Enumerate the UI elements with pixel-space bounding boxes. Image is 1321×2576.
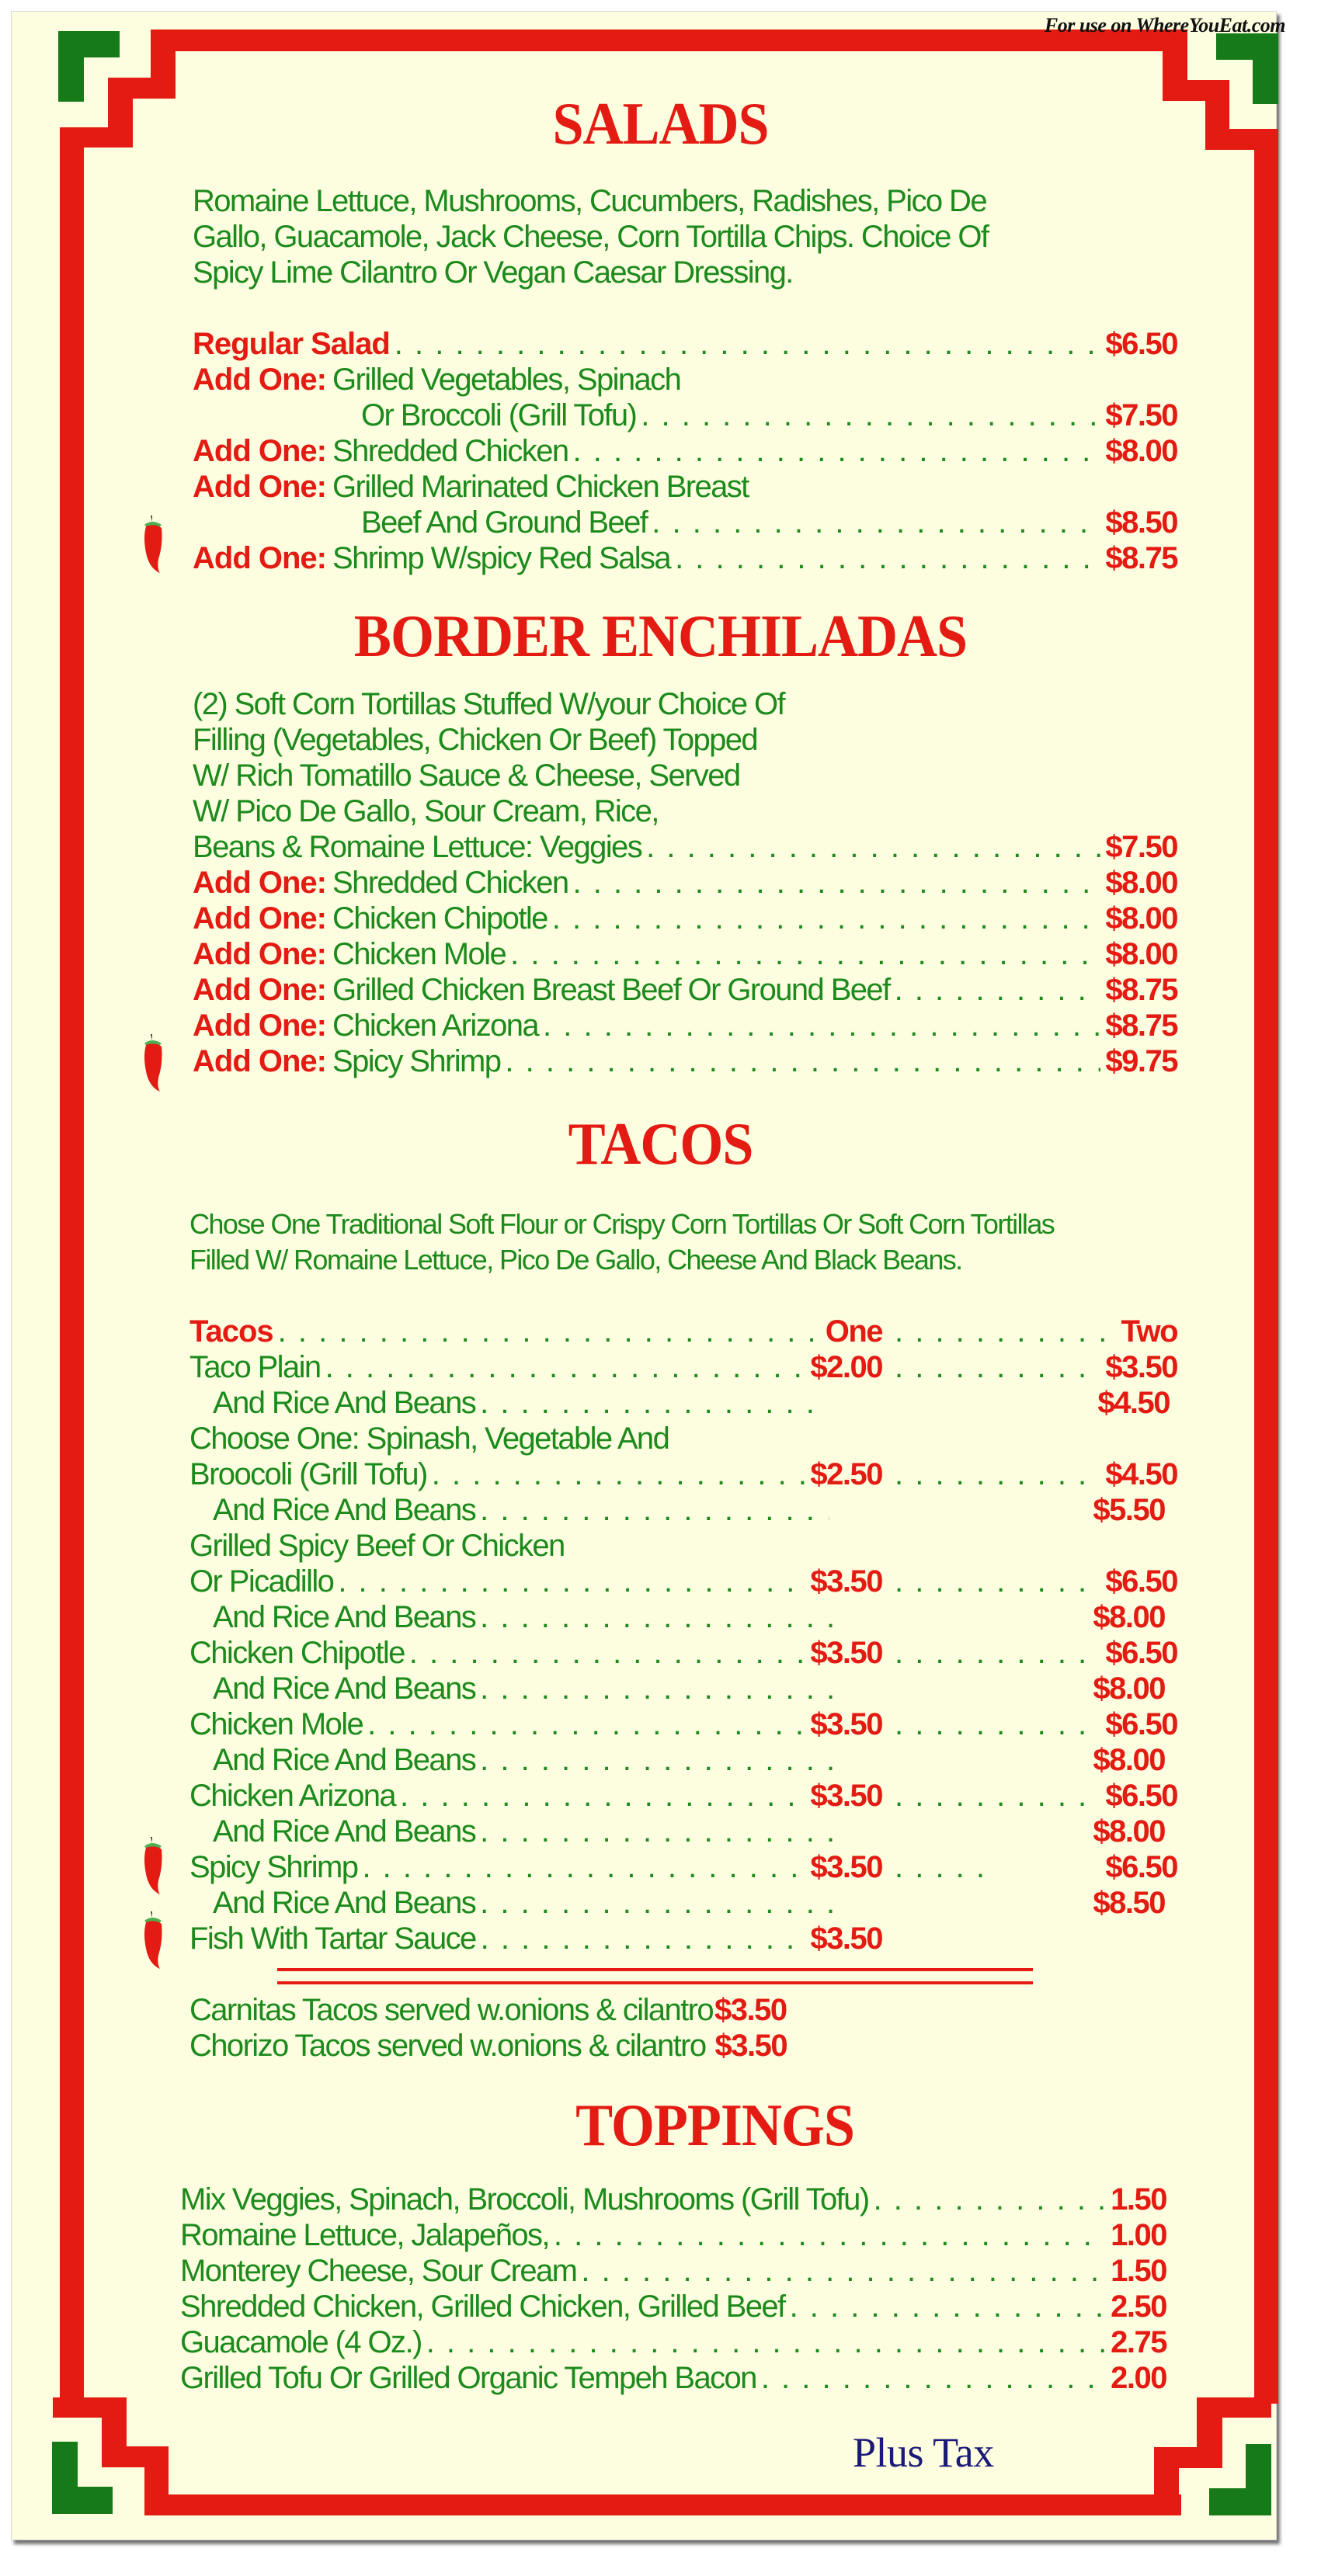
taco-row-two: [1076, 1849, 1177, 1885]
price-one: $3.50: [810, 1850, 882, 1884]
taco-row-sub: [213, 1385, 819, 1421]
item-name: Chorizo Tacos served w.onions & cilantro: [189, 2029, 706, 2063]
chili-pepper-icon: [140, 1835, 168, 1896]
price-one: $3.50: [810, 1922, 882, 1956]
item-price: $7.50: [1105, 830, 1177, 864]
item-name: And Rice And Beans: [213, 1814, 476, 1849]
leader-dots: [895, 1456, 1100, 1492]
item-name: Chicken Chipotle: [189, 1636, 405, 1670]
leader-dots: [895, 1706, 1100, 1742]
item-name: And Rice And Beans: [213, 1493, 476, 1527]
watermark: For use on WhereYouEat.com: [1044, 14, 1285, 36]
enchiladas-title: BORDER ENCHILADAS: [353, 602, 968, 670]
item-price: $7.50: [1105, 398, 1177, 432]
item-price: 2.75: [1111, 2325, 1166, 2359]
taco-row: [189, 1706, 882, 1742]
leader-dots: [480, 1885, 837, 1921]
taco-row: [189, 1635, 882, 1671]
leader-dots: [874, 2182, 1107, 2217]
item-name: Mix Veggies, Spinach, Broccoli, Mushrooms (Grill Tofu): [180, 2182, 869, 2217]
column-one: One: [825, 1314, 882, 1349]
topping-row: [180, 2253, 1166, 2289]
price-one: $3.50: [810, 1707, 882, 1741]
taco-row-two: [1079, 1385, 1170, 1421]
enchilada-add-row: [193, 972, 1177, 1008]
tacos-title: TACOS: [568, 1109, 753, 1178]
leader-dots: [895, 1564, 1100, 1599]
salads-desc-1: Romaine Lettuce, Mushrooms, Cucumbers, Radishes, Pico De: [193, 184, 986, 218]
item-name: Beans & Romaine Lettuce: Veggies: [193, 830, 642, 864]
item-price: $3.50: [714, 2029, 787, 2063]
leader-dots: [581, 2253, 1106, 2289]
price-two: $8.50: [1093, 1886, 1165, 1920]
enchiladas-desc-2: Filling (Vegetables, Chicken Or Beef) Topped: [193, 723, 758, 757]
enchiladas-desc-3: W/ Rich Tomatillo Sauce & Cheese, Served: [193, 759, 740, 793]
item-name: Beef And Ground Beef: [361, 505, 648, 540]
item-name: Grilled Spicy Beef Or Chicken: [189, 1529, 565, 1563]
add-one-label: Add One:: [193, 973, 326, 1007]
price-two: $8.00: [1093, 1600, 1165, 1634]
leader-dots: [395, 326, 1101, 362]
leader-dots: [543, 1008, 1100, 1043]
item-name: Shredded Chicken: [332, 434, 568, 468]
leader-dots: [761, 2360, 1106, 2396]
item-name: Spicy Shrimp: [332, 1044, 501, 1078]
separator-line: [277, 1981, 1033, 1984]
special-taco-row: [189, 2028, 787, 2064]
leader-dots: [641, 398, 1100, 433]
taco-row: [189, 1528, 882, 1564]
taco-row: [189, 1456, 882, 1492]
leader-dots: [367, 1706, 805, 1742]
topping-row: [180, 2324, 1166, 2360]
taco-row-two-dots: [890, 1849, 991, 1885]
item-price: $9.75: [1105, 1044, 1177, 1078]
taco-row-two: [890, 1706, 1177, 1742]
leader-dots: [480, 1492, 829, 1528]
special-taco-row: [189, 1992, 787, 2028]
leader-dots: [400, 1778, 805, 1814]
item-price: $8.50: [1105, 505, 1177, 540]
taco-row-two: [890, 1635, 1177, 1671]
price-two: $8.00: [1093, 1743, 1165, 1777]
price-two: $6.50: [1105, 1707, 1177, 1741]
leader-dots: [325, 1349, 806, 1385]
topping-row: [180, 2217, 1166, 2253]
tacos-desc-2: Filled W/ Romaine Lettuce, Pico De Gallo, Cheese And Black Beans.: [189, 1244, 962, 1276]
price-two: $8.00: [1093, 1672, 1165, 1706]
item-name: Or Picadillo: [189, 1564, 334, 1599]
taco-row-sub: [213, 1492, 834, 1528]
taco-row-sub: [213, 1599, 842, 1635]
taco-row-two: [1072, 1492, 1165, 1528]
taco-row-two: [1069, 1599, 1165, 1635]
step-br-4: [1154, 2447, 1179, 2515]
item-price: $8.00: [1105, 866, 1177, 900]
salad-add-row: [193, 540, 1177, 576]
enchilada-add-row: [193, 936, 1177, 972]
tacos-header-row: [189, 1314, 882, 1349]
border-bottom: [144, 2494, 1181, 2515]
item-name: Choose One: Spinash, Vegetable And: [189, 1422, 669, 1456]
price-one: $2.50: [810, 1457, 882, 1491]
leader-dots: [554, 2217, 1106, 2253]
item-name: Grilled Chicken Breast Beef Or Ground Beef: [332, 973, 890, 1007]
item-price: $8.00: [1105, 434, 1177, 468]
leader-dots: [426, 2324, 1106, 2360]
add-one-label: Add One:: [193, 866, 326, 900]
leader-dots: [409, 1635, 806, 1671]
tacos-desc-1: Chose One Traditional Soft Flour or Crispy Corn Tortillas Or Soft Corn Tortillas: [189, 1208, 1055, 1240]
chili-pepper-icon: [140, 514, 168, 575]
item-name: Chicken Mole: [189, 1707, 363, 1741]
column-label: Tacos: [189, 1314, 273, 1349]
taco-row-two: [890, 1349, 1177, 1385]
leader-dots: [895, 1778, 1100, 1814]
item-price: 1.00: [1111, 2218, 1166, 2252]
price-two: $6.50: [1105, 1850, 1177, 1884]
price-two: $6.50: [1105, 1636, 1177, 1670]
leader-dots: [675, 540, 1100, 576]
item-name: And Rice And Beans: [213, 1886, 476, 1920]
topping-row: [180, 2182, 1166, 2217]
separator-line: [277, 1968, 1033, 1971]
chili-pepper-icon: [140, 1033, 168, 1093]
price-one: $3.50: [810, 1779, 882, 1813]
item-price: $8.75: [1105, 1009, 1177, 1043]
item-name: Fish With Tartar Sauce: [189, 1922, 476, 1956]
leader-dots: [362, 1849, 805, 1885]
leader-dots: [646, 829, 1100, 865]
taco-row-two: [890, 1564, 1177, 1599]
leader-dots: [895, 1314, 1116, 1349]
taco-row-two: [1069, 1742, 1165, 1778]
leader-dots: [481, 1921, 806, 1956]
enchilada-add-row: [193, 901, 1177, 936]
price-two: $4.50: [1097, 1386, 1170, 1420]
border-left: [60, 127, 84, 2402]
item-name: Guacamole (4 Oz.): [180, 2325, 422, 2359]
price-two: $3.50: [1105, 1350, 1177, 1384]
item-name: And Rice And Beans: [213, 1672, 476, 1706]
leader-dots: [480, 1814, 837, 1849]
item-name: Shredded Chicken: [332, 866, 568, 900]
item-name: Monterey Cheese, Sour Cream: [180, 2254, 577, 2288]
leader-dots: [652, 505, 1100, 540]
leader-dots: [552, 901, 1101, 936]
tax-note: Plus Tax: [853, 2429, 994, 2476]
column-two: Two: [1121, 1314, 1177, 1349]
enchilada-base-row: [193, 829, 1177, 865]
taco-row: [189, 1421, 882, 1456]
taco-row-two: [890, 1778, 1177, 1814]
leader-dots: [573, 865, 1101, 901]
taco-row-two: [1069, 1671, 1165, 1706]
leader-dots: [895, 1849, 986, 1885]
item-name: Chicken Chipotle: [332, 901, 548, 936]
price-two: $8.00: [1093, 1814, 1165, 1849]
price-one: $3.50: [810, 1636, 882, 1670]
item-name: Romaine Lettuce, Jalapeños,: [180, 2218, 549, 2252]
leader-dots: [505, 1043, 1100, 1079]
taco-row-sub: [213, 1671, 842, 1706]
taco-row: [189, 1778, 882, 1814]
chili-pepper-icon: [140, 1910, 168, 1970]
item-name: Grilled Marinated Chicken Breast: [332, 470, 749, 504]
item-name: Broocoli (Grill Tofu): [189, 1457, 427, 1491]
salad-add-row-cont: [361, 505, 1177, 540]
item-name: Or Broccoli (Grill Tofu): [361, 398, 637, 432]
topping-row: [180, 2360, 1166, 2396]
taco-row-two: [1069, 1814, 1165, 1849]
enchiladas-desc-1: (2) Soft Corn Tortillas Stuffed W/your Choice Of: [193, 687, 785, 721]
corner-green-br: [1209, 2488, 1271, 2515]
leader-dots: [338, 1564, 805, 1599]
tacos-header-row-two: [890, 1314, 1177, 1349]
price-two: $6.50: [1105, 1564, 1177, 1599]
leader-dots: [895, 972, 1101, 1008]
border-right: [1254, 129, 1278, 2404]
item-price: $6.50: [1105, 327, 1177, 361]
enchilada-add-row: [193, 1008, 1177, 1043]
price-two: $6.50: [1105, 1779, 1177, 1813]
taco-row-sub: [213, 1814, 842, 1849]
item-name: Chicken Arizona: [332, 1009, 539, 1043]
item-name: And Rice And Beans: [213, 1386, 476, 1420]
item-name: Chicken Arizona: [189, 1779, 396, 1813]
item-name: Grilled Tofu Or Grilled Organic Tempeh Bacon: [180, 2361, 756, 2395]
add-one-label: Add One:: [193, 901, 326, 936]
add-one-label: Add One:: [193, 937, 326, 971]
leader-dots: [480, 1742, 837, 1778]
item-price: 2.50: [1111, 2290, 1166, 2324]
item-name: Spicy Shrimp: [189, 1850, 358, 1884]
leader-dots: [510, 936, 1100, 972]
item-price: $8.00: [1105, 901, 1177, 936]
toppings-title: TOPPINGS: [575, 2091, 854, 2159]
salad-add-row: [193, 433, 1177, 469]
add-one-label: Add One:: [193, 470, 326, 504]
corner-green-bl: [52, 2487, 113, 2514]
taco-row-sub: [213, 1742, 842, 1778]
item-name: Regular Salad: [193, 327, 390, 361]
enchilada-add-row: [193, 865, 1177, 901]
price-two: $4.50: [1105, 1457, 1177, 1491]
item-price: $3.50: [714, 1993, 787, 2027]
item-name: Shrimp W/spicy Red Salsa: [332, 541, 671, 575]
item-name: Chicken Mole: [332, 937, 506, 971]
leader-dots: [895, 1635, 1100, 1671]
leader-dots: [432, 1456, 806, 1492]
salad-add-row: [193, 469, 1177, 505]
add-one-label: Add One:: [193, 434, 326, 468]
leader-dots: [790, 2289, 1107, 2324]
taco-row: [189, 1921, 882, 1956]
item-name: And Rice And Beans: [213, 1600, 476, 1634]
item-price: 1.50: [1111, 2254, 1166, 2288]
add-one-label: Add One:: [193, 363, 326, 397]
taco-row-two: [890, 1456, 1177, 1492]
salads-title: SALADS: [552, 89, 769, 158]
leader-dots: [573, 433, 1101, 469]
item-name: And Rice And Beans: [213, 1743, 476, 1777]
price-one: $2.00: [810, 1350, 882, 1384]
leader-dots: [480, 1385, 814, 1421]
item-price: $8.75: [1105, 541, 1177, 575]
item-price: $8.00: [1105, 937, 1177, 971]
add-one-label: Add One:: [193, 1009, 326, 1043]
leader-dots: [480, 1599, 837, 1635]
leader-dots: [278, 1314, 821, 1349]
item-price: 1.50: [1111, 2182, 1166, 2217]
add-one-label: Add One:: [193, 541, 326, 575]
taco-row: [189, 1349, 882, 1385]
item-name: Taco Plain: [189, 1350, 321, 1384]
price-two: $5.50: [1093, 1493, 1165, 1527]
border-top: [151, 30, 1170, 51]
salads-desc-2: Gallo, Guacamole, Jack Cheese, Corn Tortilla Chips. Choice Of: [193, 220, 989, 254]
salads-desc-3: Spicy Lime Cilantro Or Vegan Caesar Dressing.: [193, 255, 793, 290]
salad-add-row: [193, 362, 1177, 398]
enchiladas-desc-4: W/ Pico De Gallo, Sour Cream, Rice,: [193, 794, 659, 828]
add-one-label: Add One:: [193, 1044, 326, 1078]
item-name: Carnitas Tacos served w.onions & cilantro: [189, 1993, 714, 2027]
taco-row-sub: [213, 1885, 842, 1921]
item-price: $8.75: [1105, 973, 1177, 1007]
taco-row: [189, 1564, 882, 1599]
item-name: Grilled Vegetables, Spinach: [332, 363, 681, 397]
price-one: $3.50: [810, 1564, 882, 1599]
item-price: 2.00: [1111, 2361, 1166, 2395]
item-name: Shredded Chicken, Grilled Chicken, Grilled Beef: [180, 2290, 785, 2324]
salad-regular-row: [193, 326, 1177, 362]
enchilada-add-row: [193, 1043, 1177, 1079]
salad-add-row-cont: [361, 398, 1177, 433]
taco-row: [189, 1849, 882, 1885]
topping-row: [180, 2289, 1166, 2324]
taco-row-two: [1069, 1885, 1165, 1921]
leader-dots: [895, 1349, 1100, 1385]
leader-dots: [480, 1671, 837, 1706]
